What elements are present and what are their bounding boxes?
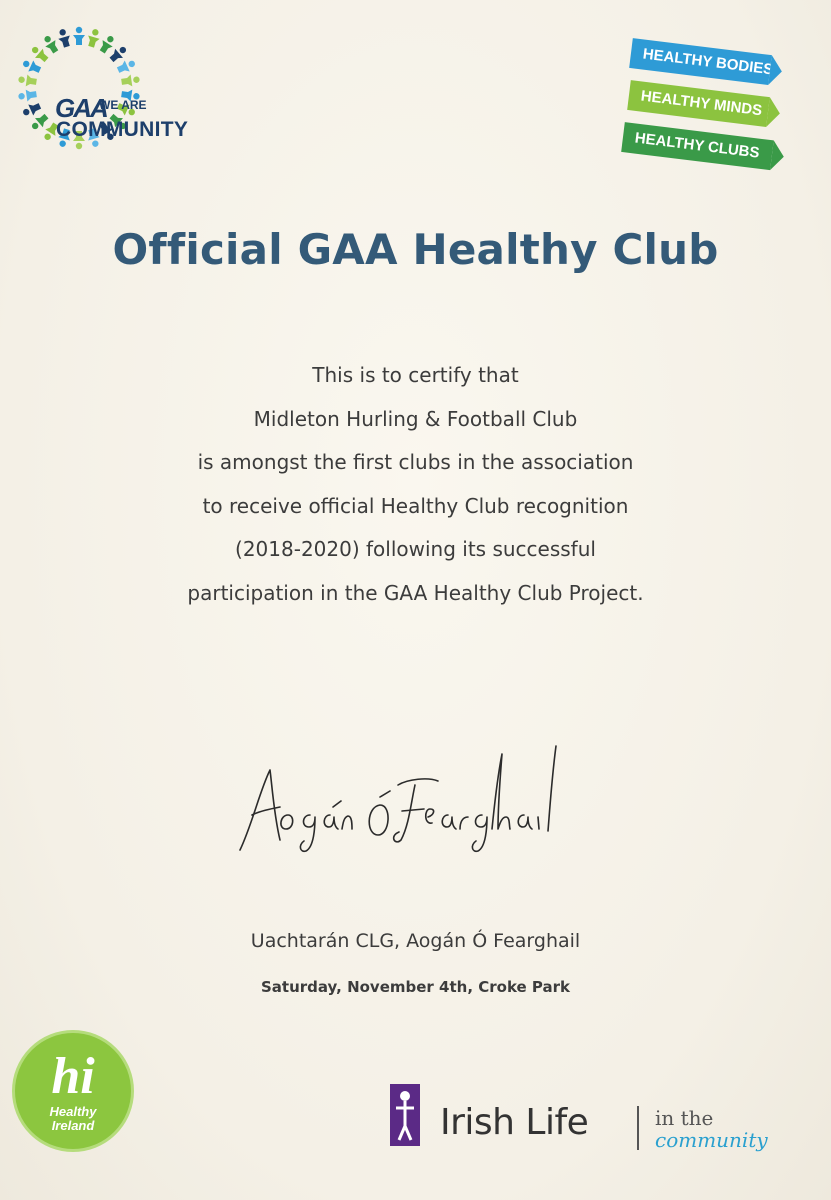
- person-figure-icon: [56, 28, 73, 49]
- signature: [230, 745, 570, 869]
- banner-healthy-bodies: HEALTHY BODIES: [629, 38, 772, 85]
- gaa-tagline-top: WE ARE: [99, 98, 147, 112]
- person-figure-icon: [21, 57, 43, 75]
- club-name: Midleton Hurling & Football Club: [253, 406, 578, 431]
- banner-healthy-minds: HEALTHY MINDS: [627, 80, 770, 127]
- irish-life-name: Irish Life: [440, 1102, 589, 1143]
- person-figure-icon: [18, 73, 38, 87]
- healthy-ireland-logo: [12, 1030, 134, 1152]
- body-line: to receive official Healthy Club recognition: [202, 493, 629, 518]
- gaa-community-logo: [14, 26, 204, 152]
- hi-mark: hi: [51, 1048, 95, 1105]
- person-figure-icon: [121, 73, 141, 87]
- banner-healthy-clubs: HEALTHY CLUBS: [621, 122, 774, 170]
- body-line: participation in the GAA Healthy Club Project.: [187, 580, 644, 605]
- hi-text-ireland: Ireland: [51, 1118, 95, 1133]
- certificate-title: Official GAA Healthy Club: [112, 225, 719, 274]
- irish-life-tag-community: community: [655, 1128, 768, 1152]
- irish-life-tag-in-the: in the: [655, 1106, 714, 1130]
- gaa-tagline-bottom: COMMUNITY: [56, 118, 189, 141]
- person-figure-icon: [41, 33, 61, 55]
- signatory-name: Uachtarán CLG, Aogán Ó Fearghail: [250, 930, 581, 952]
- body-line: is amongst the first clubs in the association: [197, 450, 634, 474]
- body-line: (2018-2020) following its successful: [235, 537, 596, 561]
- healthy-banners-logo: [625, 22, 790, 172]
- gaa-mark: GAA: [55, 93, 107, 123]
- person-figure-icon: [116, 57, 138, 75]
- certificate-body: [0, 360, 831, 621]
- hi-text-healthy: Healthy: [49, 1104, 97, 1119]
- person-figure-icon: [21, 100, 43, 118]
- person-figure-icon: [18, 88, 38, 102]
- person-figure-icon: [73, 27, 85, 45]
- irish-life-emblem-icon: [390, 1084, 420, 1146]
- person-figure-icon: [85, 28, 102, 49]
- event-details: Saturday, November 4th, Croke Park: [260, 978, 571, 996]
- irish-life-divider: [637, 1106, 639, 1150]
- person-figure-icon: [97, 33, 117, 55]
- body-line: This is to certify that: [312, 363, 519, 387]
